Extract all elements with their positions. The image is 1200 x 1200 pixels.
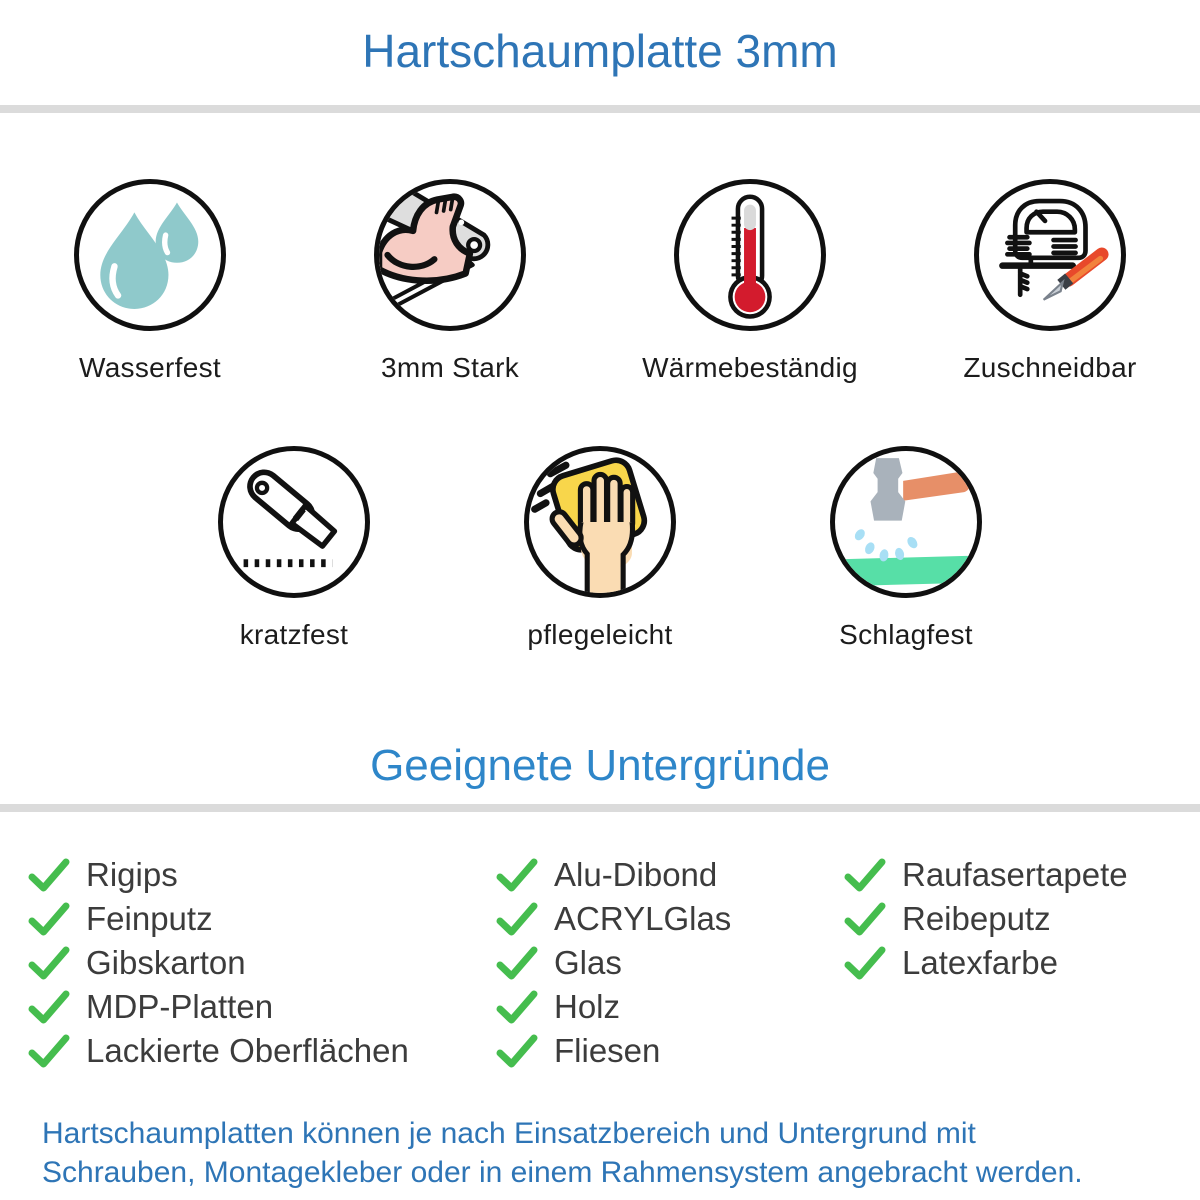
feature-circle (218, 446, 370, 598)
features-row-1 (0, 179, 1200, 384)
substrate-label: Lackierte Oberflächen (86, 1032, 409, 1070)
substrate-label: Rigips (86, 856, 178, 894)
feature-label: 3mm Stark (380, 351, 520, 383)
substrate-item (496, 1034, 844, 1068)
check-icon (28, 1034, 70, 1068)
substrate-label: Gibskarton (86, 944, 246, 982)
feature-circle (830, 446, 982, 598)
muscle-arm-icon (379, 184, 521, 326)
feature-item-3mm-stark (300, 179, 600, 384)
feature-circle (74, 179, 226, 331)
substrate-item (496, 858, 844, 892)
substrate-label: Fliesen (554, 1032, 661, 1070)
check-icon (844, 902, 886, 936)
feature-item-wasserfest (0, 179, 300, 384)
check-icon (28, 858, 70, 892)
footer-note (0, 1114, 1200, 1192)
substrate-label: Alu-Dibond (554, 856, 718, 894)
utility-knife-icon (223, 451, 365, 593)
feature-item-kratzfest (141, 446, 447, 651)
footer-line-2: Schrauben, Montagekleber oder in einem Rahmensystem angebracht werden. (42, 1156, 1083, 1190)
substrates-column-2 (496, 858, 844, 1078)
substrate-item (844, 946, 1200, 980)
substrate-label: MDP-Platten (86, 988, 274, 1026)
check-icon (496, 1034, 538, 1068)
substrate-item (28, 946, 496, 980)
feature-item-zuschneidbar (900, 179, 1200, 384)
cleaning-hand-icon (529, 451, 671, 593)
check-icon (28, 946, 70, 980)
hammer-icon (835, 451, 977, 593)
check-icon (496, 946, 538, 980)
substrate-label: Glas (554, 944, 622, 982)
feature-item-pflegeleicht (447, 446, 753, 651)
feature-label: pflegeleicht (527, 618, 673, 650)
substrate-item (844, 902, 1200, 936)
check-icon (496, 990, 538, 1024)
divider-substrates (0, 804, 1200, 812)
features-row-2 (0, 446, 1200, 651)
substrates-column-3 (844, 858, 1200, 1078)
feature-label: Zuschneidbar (963, 351, 1137, 383)
substrate-label: Raufasertapete (902, 856, 1128, 894)
feature-item-schlagfest (753, 446, 1059, 651)
substrates-grid (0, 858, 1200, 1078)
substrate-item (28, 990, 496, 1024)
substrate-item (496, 990, 844, 1024)
substrate-label: Holz (554, 988, 621, 1026)
feature-circle (374, 179, 526, 331)
divider-top (0, 105, 1200, 113)
feature-label: Wärmebeständig (642, 351, 858, 383)
feature-label: Schlagfest (839, 618, 973, 650)
check-icon (844, 858, 886, 892)
footer-line-1: Hartschaumplatten können je nach Einsatzbereich und Untergrund mit (42, 1117, 976, 1151)
feature-item-waermebestaendig (600, 179, 900, 384)
substrate-label: Latexfarbe (902, 944, 1058, 982)
check-icon (28, 990, 70, 1024)
substrates-column-1 (28, 858, 496, 1078)
substrate-item (496, 946, 844, 980)
substrate-item (496, 902, 844, 936)
feature-circle (674, 179, 826, 331)
feature-circle (524, 446, 676, 598)
substrate-item (28, 858, 496, 892)
feature-label: Wasserfest (79, 351, 221, 383)
substrate-item (844, 858, 1200, 892)
water-drops-icon (79, 184, 221, 326)
check-icon (28, 902, 70, 936)
substrate-item (28, 902, 496, 936)
thermometer-icon (679, 184, 821, 326)
check-icon (844, 946, 886, 980)
substrates-heading: Geeignete Untergründe (370, 740, 830, 790)
substrate-item (28, 1034, 496, 1068)
substrate-label: Reibeputz (902, 900, 1051, 938)
feature-circle (974, 179, 1126, 331)
check-icon (496, 902, 538, 936)
substrate-label: ACRYLGlas (554, 900, 732, 938)
check-icon (496, 858, 538, 892)
jigsaw-icon (979, 184, 1121, 326)
feature-label: kratzfest (239, 618, 349, 650)
page-title: Hartschaumplatte 3mm (362, 25, 838, 77)
substrate-label: Feinputz (86, 900, 213, 938)
